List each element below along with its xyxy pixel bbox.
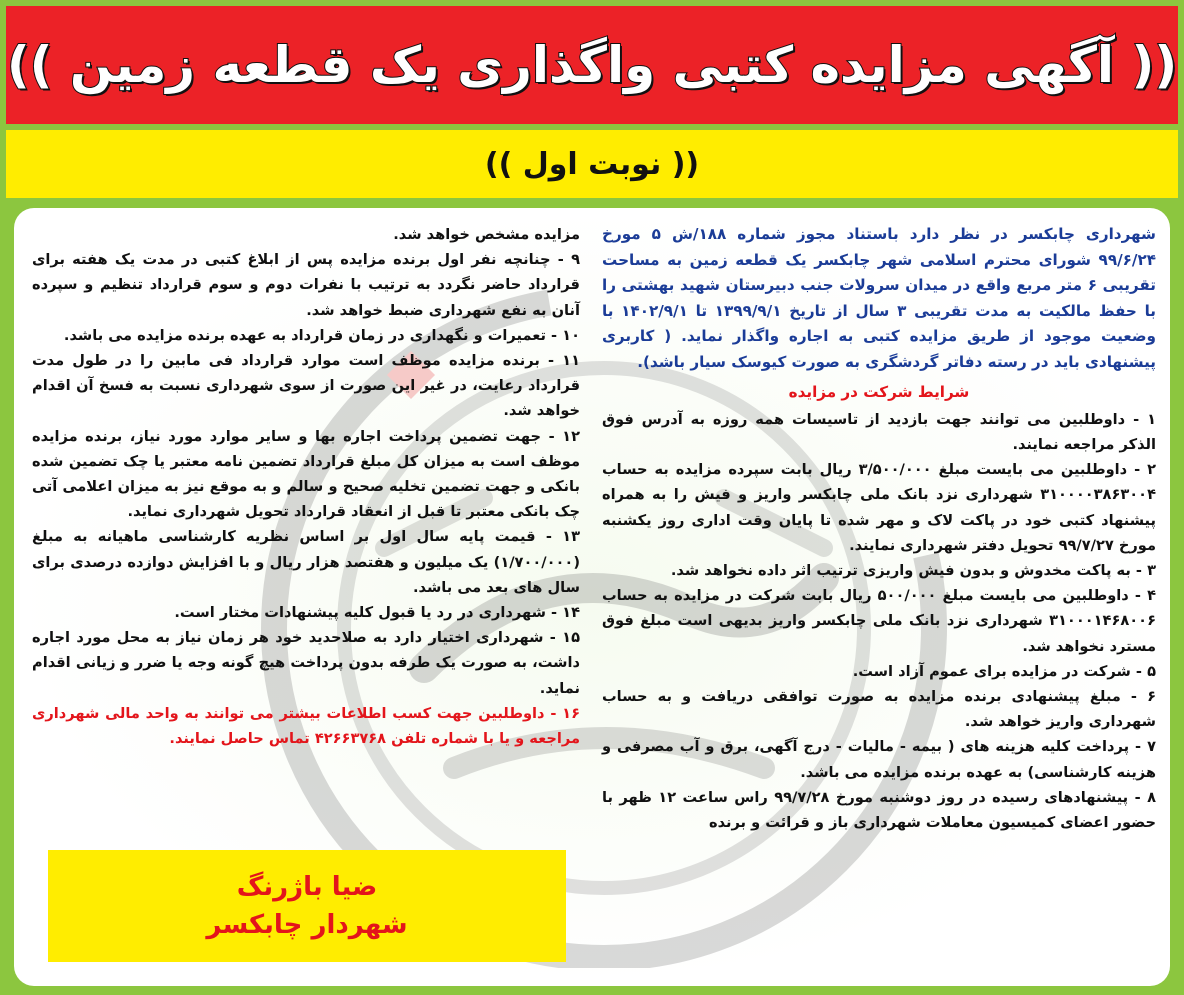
condition-item: ۱۵ - شهرداری اختیار دارد به صلاحدید خود هر زمان نیاز به محل مورد اجاره داشت، به صورت یک طرفه بدون پرداخت هیچ گونه وجه یا ضرر و زیانی اقدام نماید. <box>32 629 580 697</box>
round-banner <box>6 130 1178 198</box>
condition-item: ۹ - چنانچه نفر اول برنده مزایده پس از ابلاغ کتبی در مدت یک هفته برای قرارداد حاضر نگردد به ترتیب با نفرات دوم و سوم قرارداد تنظیم و سپرده آنان به نفع شهرداری ضبط خواهد شد. <box>32 251 580 319</box>
condition-item: ۱ - داوطلبین می توانند جهت بازدید از تاسیسات همه روزه به آدرس فوق الذکر مراجعه نمایند. <box>602 410 1156 453</box>
condition-item: ۱۰ - تعمیرات و نگهداری در زمان قرارداد به عهده برنده مزایده می باشد. <box>63 326 580 344</box>
signer-position: شهردار چابکسر <box>206 910 408 940</box>
condition-item: ۸ - پیشنهادهای رسیده در روز دوشنبه مورخ ۹۹/۷/۲۸ راس ساعت ۱۲ ظهر با حضور اعضای کمیسیون معاملات شهرداری باز و قرائت و برنده <box>602 788 1156 832</box>
condition-item: مزایده مشخص خواهد شد. <box>393 226 580 243</box>
condition-item: ۶ - مبلغ پیشنهادی برنده مزایده به صورت توافقی دریافت و به حساب شهرداری واریز خواهد شد. <box>602 688 1156 731</box>
notice-body <box>14 208 1170 986</box>
condition-item: ۷ - پرداخت کلیه هزینه های ( بیمه - مالیات - درج آگهی، برق و آب مصرفی و هزینه کارشناسی) به عهده برنده مزایده می باشد. <box>602 738 1156 781</box>
condition-item: ۱۴ - شهرداری در رد یا قبول کلیه پیشنهادات مختار است. <box>174 604 580 622</box>
condition-item: ۲ - داوطلبین می بایست مبلغ ۳/۵۰۰/۰۰۰ ریال بابت سپرده مزایده به حساب ۳۱۰۰۰۰۳۸۶۳۰۰۴ شهرداری نزد بانک ملی چابکسر واریز و فیش را به همراه پیشنهاد کتبی خود در پاکت لاک و مهر شده تا پایان وقت اداری روز یکشنبه مورخ ۹۹/۷/۲۷ تحویل دفتر شهرداری نمایند. <box>602 461 1156 554</box>
condition-item: ۳ - به پاکت مخدوش و بدون فیش واریزی ترتیب اثر داده نخواهد شد. <box>670 561 1156 579</box>
condition-item: ۱۳ - قیمت پایه سال اول بر اساس نظریه کارشناسی ماهیانه به مبلغ (۱/۷۰۰/۰۰۰) یک میلیون و هفتصد هزار ریال و با افزایش دوازده درصدی برای سال های بعد می باشد. <box>32 528 580 596</box>
condition-item: ۵ - شرکت در مزایده برای عموم آزاد است. <box>852 662 1156 680</box>
intro-paragraph: شهرداری چابکسر در نظر دارد باستناد مجوز شماره ۱۸۸/ش ۵ مورخ ۹۹/۶/۲۴ شورای محترم اسلامی شهر چابکسر یک قطعه زمین به مساحت تقریبی ۶ متر مربع واقع در میدان سرولات جنب دبیرستان شهید بهشتی را با حفظ مالکیت به مدت تقریبی ۳ سال از تاریخ ۱۳۹۹/۹/۱ تا ۱۴۰۲/۹/۱ با وضعیت موجود از طریق مزایده کتبی به اجاره واگذار نماید. ( کاربری پیشنهادی باید در رسته دفاتر گردشگری به صورت کیوسک سیار باشد). <box>602 225 1156 371</box>
conditions-heading: شرایط شرکت در مزایده <box>788 382 970 401</box>
signature-box <box>48 850 566 962</box>
condition-item: ۱۲ - جهت تضمین پرداخت اجاره بها و سایر موارد مورد نیاز، برنده مزایده موظف است به میزان کل مبلغ قرارداد تضمین نامه معتبر یا چک تضمین شده بانکی و جهت تضمین تخلیه صحیح و سالم و به موقع نیز به میزان اعلامی آتی چک بانکی معتبر تا قبل از انعقاد قرارداد تحویل شهرداری نماید. <box>32 427 580 521</box>
right-column <box>602 222 1156 835</box>
title-banner <box>6 6 1178 124</box>
notice-title: (( آگهی مزایده کتبی واگذاری یک قطعه زمین )) <box>6 36 1178 94</box>
notice-round: (( نوبت اول )) <box>484 146 700 182</box>
contact-item: ۱۶ - داوطلبین جهت کسب اطلاعات بیشتر می توانند به واحد مالی شهرداری مراجعه و یا با شماره تلفن ۴۲۶۶۳۷۶۸ تماس حاصل نمایند. <box>32 704 580 748</box>
condition-item: ۱۱ - برنده مزایده موظف است موارد قرارداد فی مابین را در طول مدت قرارداد رعایت، در غیر این صورت از سوی شهرداری نسبت به فسخ آن اقدام خواهد شد. <box>32 352 580 420</box>
left-column <box>32 222 580 751</box>
signer-name: ضیا باژرنگ <box>236 872 378 902</box>
condition-item: ۴ - داوطلبین می بایست مبلغ ۵۰۰/۰۰۰ ریال بابت شرکت در مزایده به حساب ۳۱۰۰۰۱۴۶۸۰۰۶ شهرداری نزد بانک ملی چابکسر واریز بدیهی است مبلغ فوق مسترد نخواهد شد. <box>602 587 1157 655</box>
